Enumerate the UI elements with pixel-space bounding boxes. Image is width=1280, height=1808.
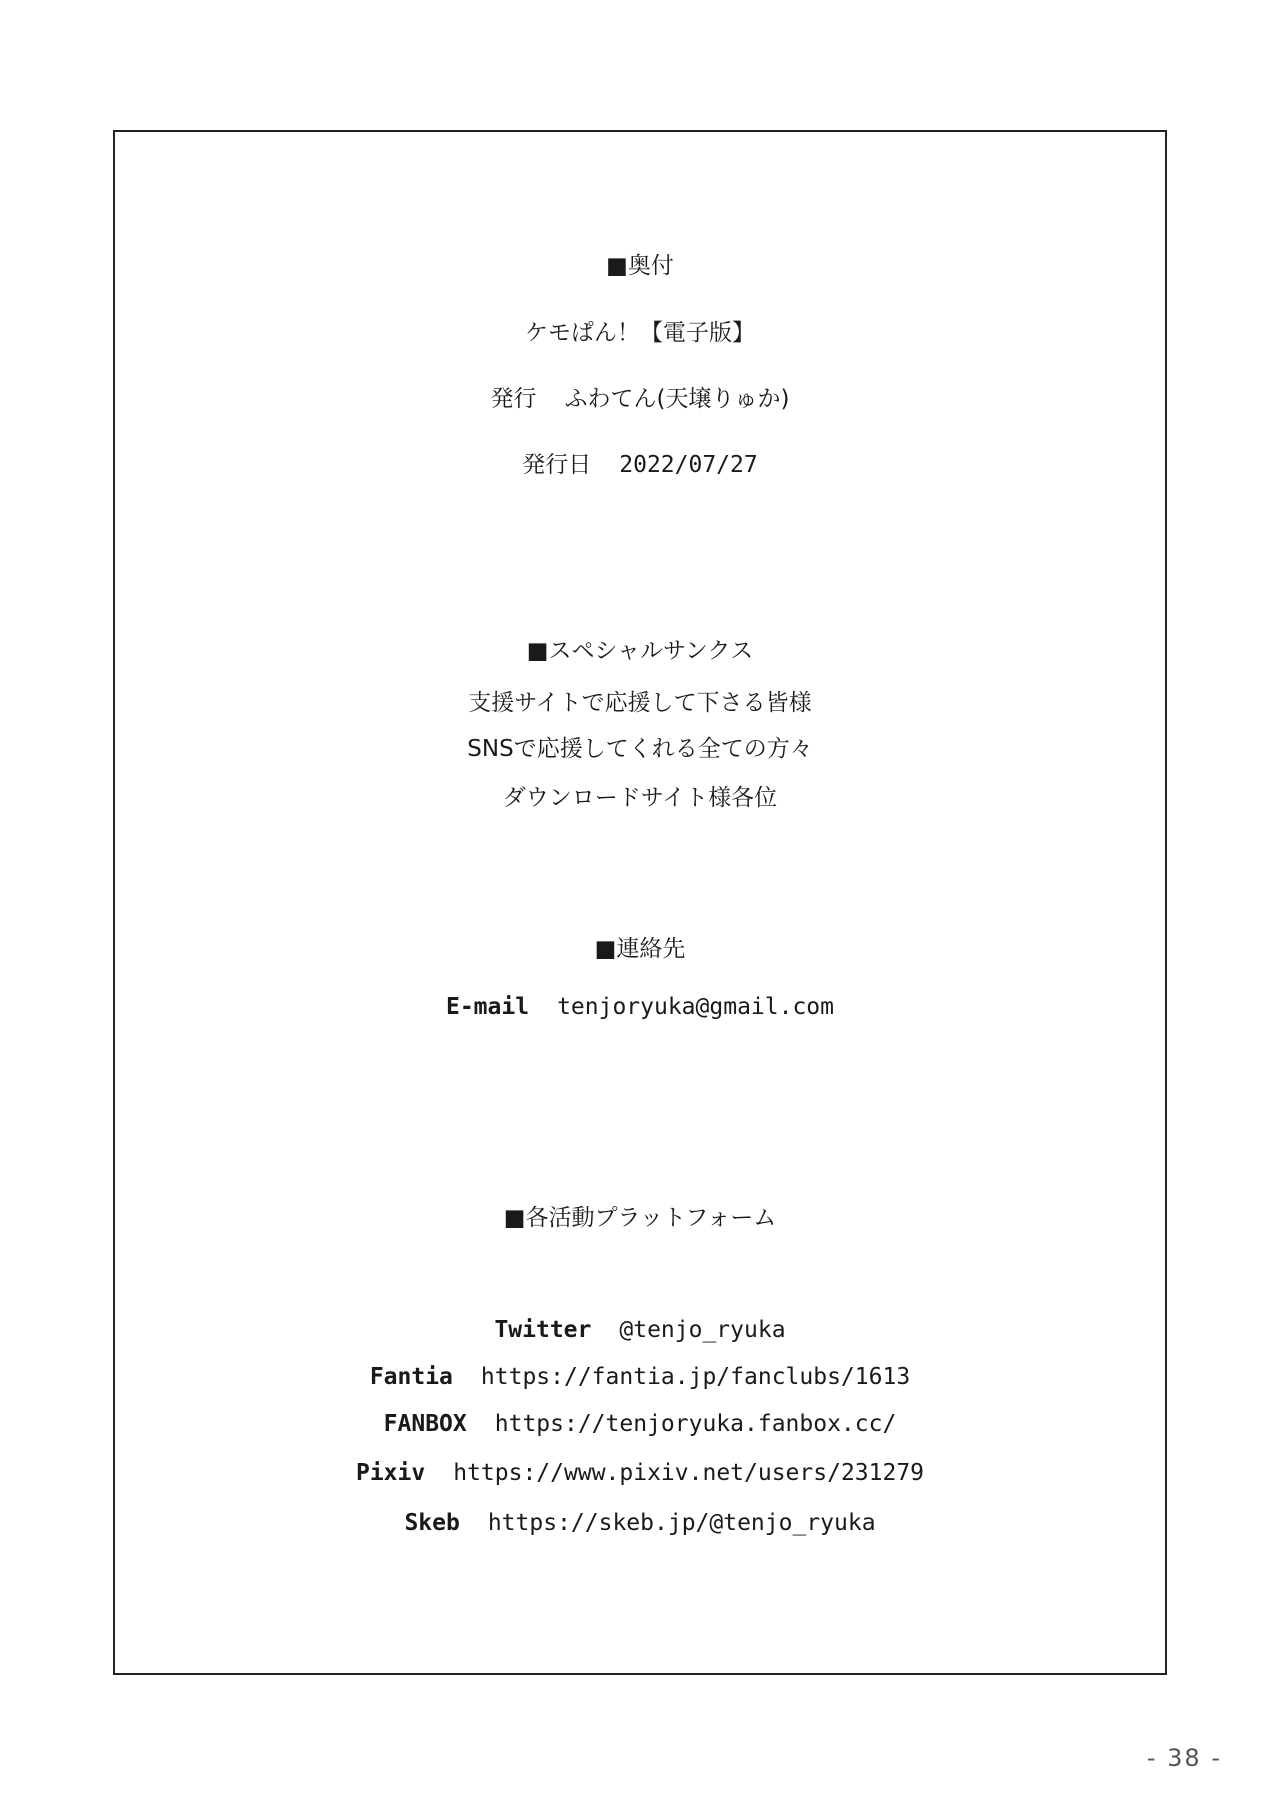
- platform-row-pixiv: [115, 1462, 1165, 1485]
- platform-link[interactable]: https://fantia.jp/fanclubs/1613: [480, 1364, 911, 1390]
- platform-label: Fantia: [369, 1364, 453, 1390]
- publish-date-label: 発行日: [522, 452, 592, 478]
- platform-link[interactable]: https://www.pixiv.net/users/231279: [453, 1460, 925, 1486]
- special-thanks-line: SNSで応援してくれる全ての方々: [467, 736, 813, 762]
- platforms-heading: ■各活動プラットフォーム: [503, 1205, 777, 1231]
- platform-label: Pixiv: [355, 1460, 426, 1486]
- special-thanks-line: 支援サイトで応援して下さる皆様: [468, 690, 812, 716]
- page-number: - 38 -: [1146, 1744, 1222, 1772]
- publisher-value: ふわてん(天壌りゅか): [564, 386, 790, 412]
- email-line: [115, 996, 1165, 1019]
- platform-link[interactable]: @tenjo_ryuka: [619, 1317, 786, 1343]
- contact-heading: ■連絡先: [594, 936, 686, 962]
- platform-link[interactable]: https://tenjoryuka.fanbox.cc/: [494, 1411, 897, 1437]
- platform-link[interactable]: https://skeb.jp/@tenjo_ryuka: [487, 1510, 876, 1536]
- email-address[interactable]: tenjoryuka@gmail.com: [557, 994, 835, 1020]
- platform-row-fantia: [115, 1366, 1165, 1389]
- platform-row-twitter: [115, 1319, 1165, 1342]
- publisher-label: 発行: [490, 386, 537, 412]
- colophon-heading: ■奥付: [606, 253, 674, 279]
- publisher-line: [115, 388, 1165, 411]
- platform-label: Twitter: [494, 1317, 592, 1343]
- publish-date-value: 2022/07/27: [619, 452, 758, 478]
- special-thanks-heading: ■スペシャルサンクス: [526, 638, 754, 664]
- special-thanks-line: ダウンロードサイト様各位: [502, 785, 778, 811]
- platform-row-fanbox: [115, 1413, 1165, 1436]
- colophon-frame: [113, 130, 1167, 1675]
- platform-row-skeb: [115, 1512, 1165, 1535]
- email-label: E-mail: [445, 994, 530, 1020]
- platform-label: Skeb: [404, 1510, 460, 1536]
- publish-date-line: [115, 454, 1165, 477]
- book-title: ケモぱん！【電子版】: [525, 320, 755, 346]
- platform-label: FANBOX: [383, 1411, 467, 1437]
